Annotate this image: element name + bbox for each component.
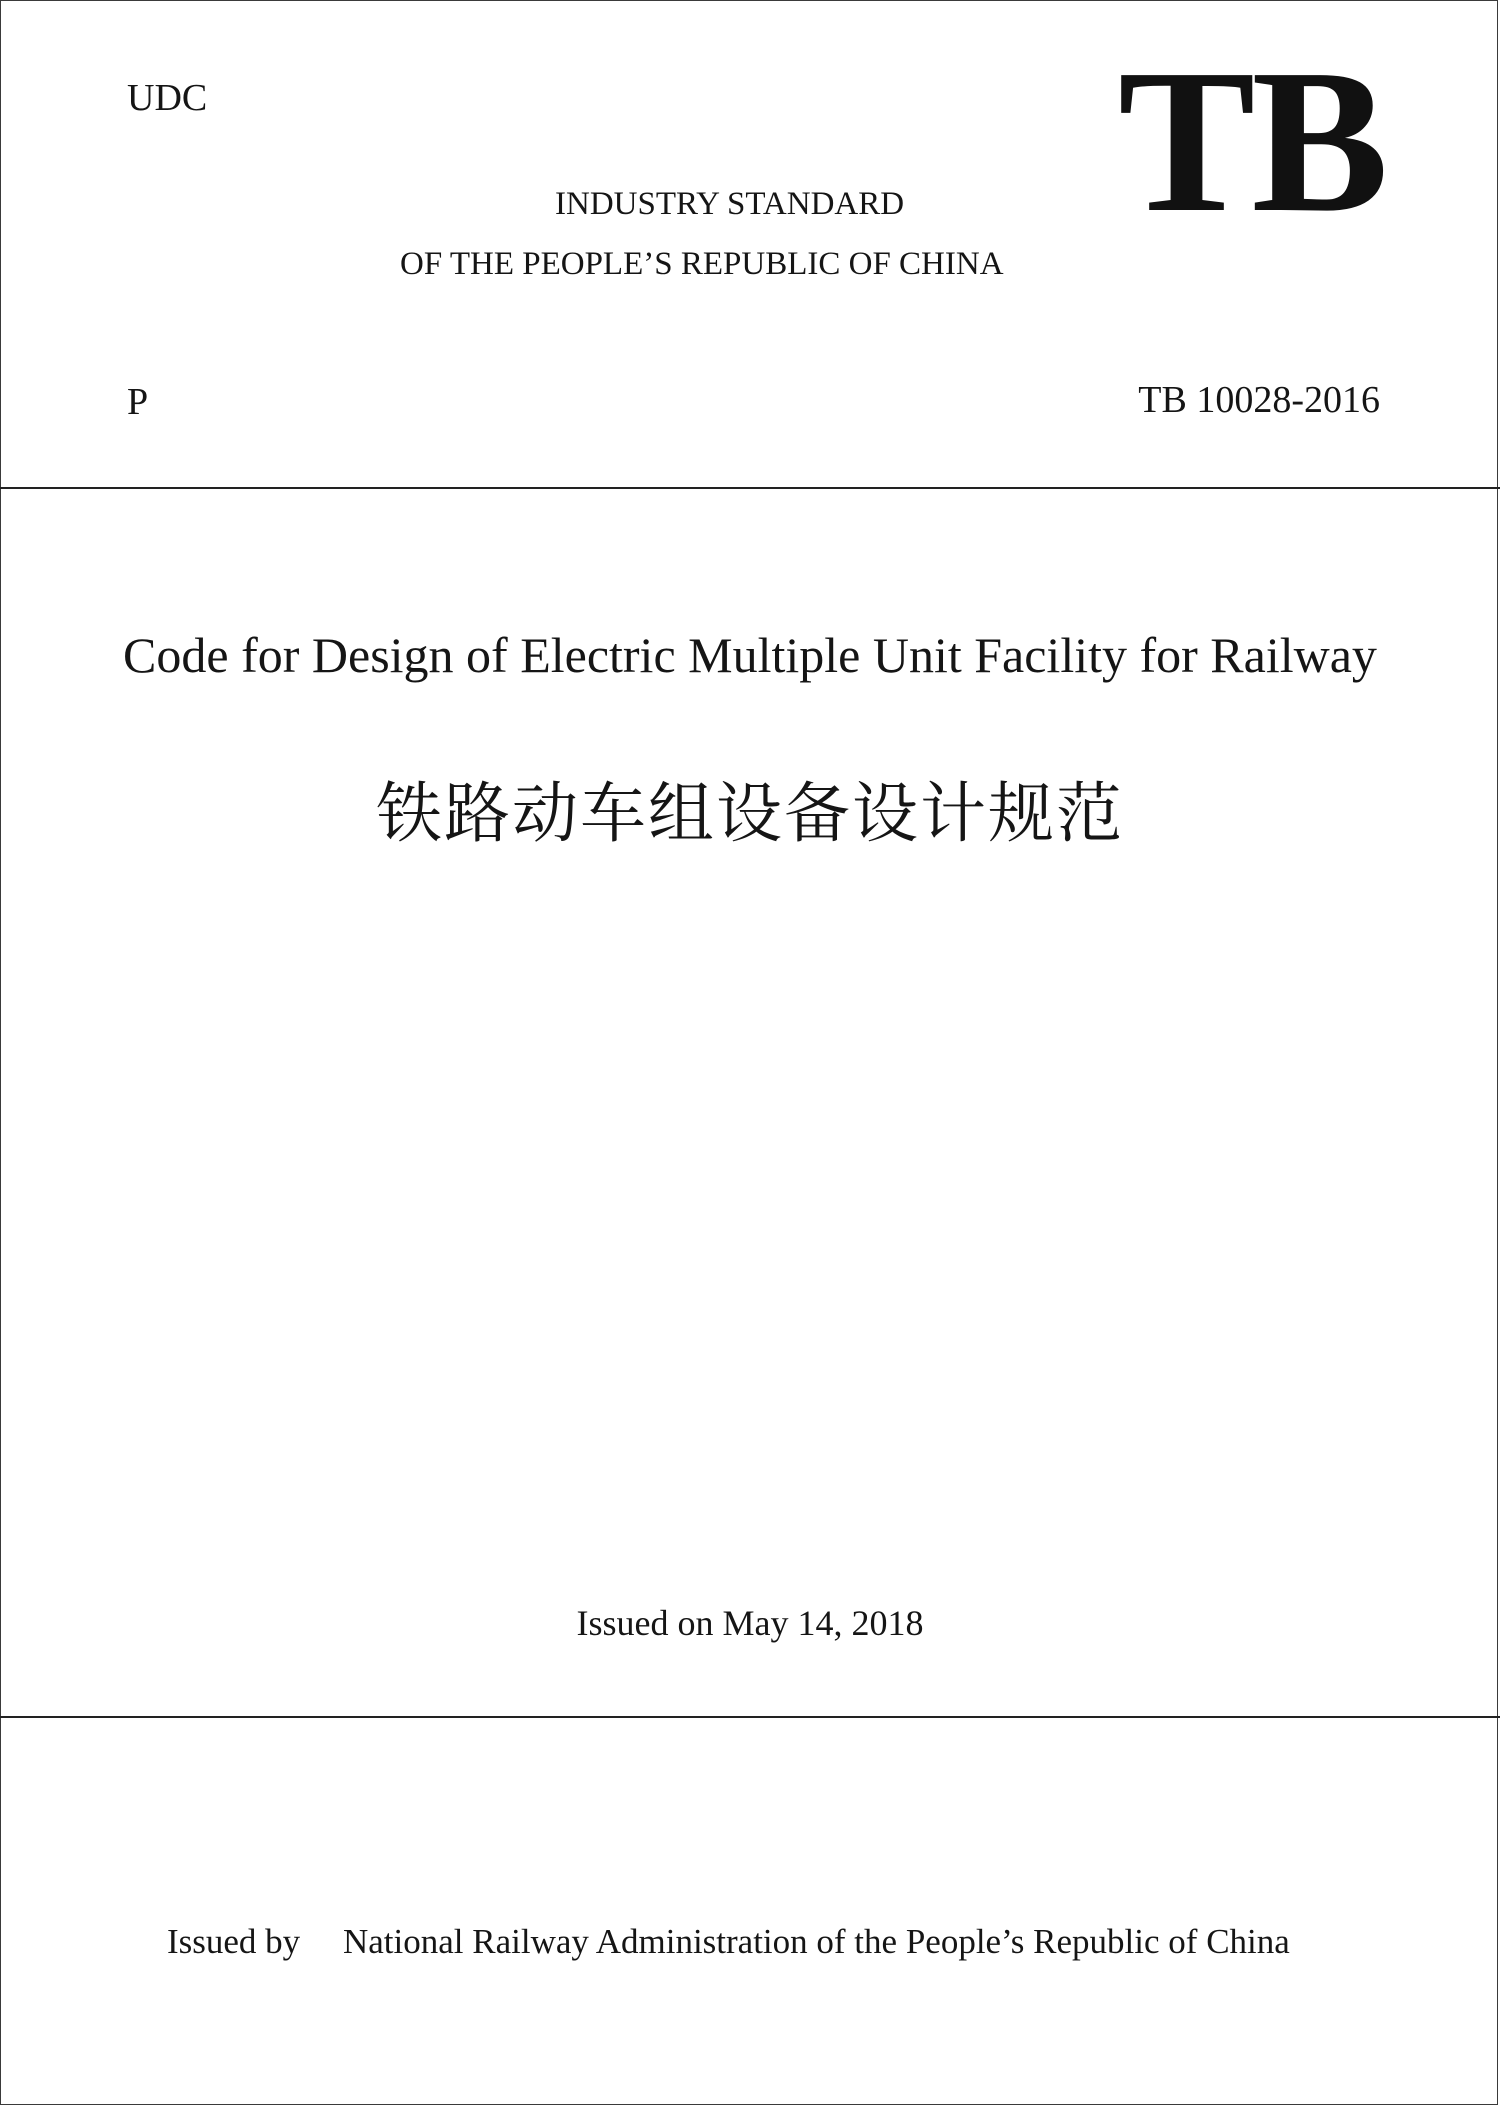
issued-by-label: Issued by bbox=[167, 1922, 301, 1961]
issuing-authority: National Railway Administration of the People’s Republic of China bbox=[343, 1922, 1290, 1961]
standard-number: TB 10028-2016 bbox=[1138, 379, 1380, 421]
chinese-title: 铁路动车组设备设计规范 bbox=[376, 775, 1124, 852]
header-divider bbox=[0, 487, 1500, 489]
english-title: Code for Design of Electric Multiple Unit Facility for Railway bbox=[123, 627, 1377, 683]
udc-label: UDC bbox=[127, 77, 208, 119]
standard-type-line2: OF THE PEOPLE’S REPUBLIC OF CHINA bbox=[400, 246, 1004, 282]
tb-logo: TB bbox=[1118, 26, 1385, 255]
classification-code: P bbox=[127, 381, 149, 423]
standard-type-line1: INDUSTRY STANDARD bbox=[555, 186, 905, 222]
footer-divider bbox=[0, 1716, 1500, 1718]
issue-date: Issued on May 14, 2018 bbox=[576, 1603, 924, 1643]
